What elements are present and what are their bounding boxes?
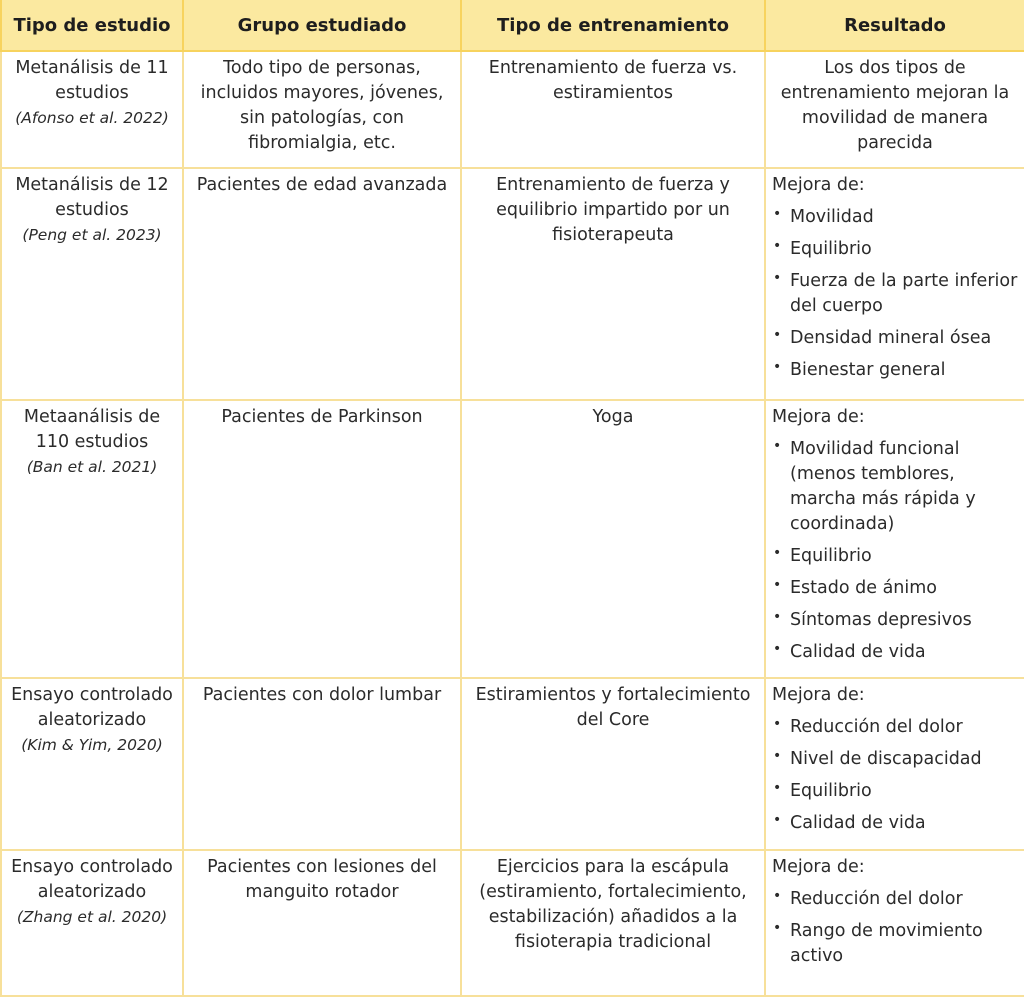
citation: (Peng et al. 2023) [22, 226, 162, 244]
cell-grupo: Pacientes de Parkinson [183, 400, 461, 678]
study-type: Ensayo controlado aleatorizado [11, 685, 173, 730]
cell-resultado [765, 400, 1024, 678]
cell-grupo: Pacientes con dolor lumbar [183, 678, 461, 850]
result-list [772, 437, 1020, 665]
cell-tipo-estudio [1, 678, 183, 850]
cell-entrenamiento: Ejercicios para la escápula (estiramiento, fortalecimiento, estabilización) añadidos a la fisioterapia tradicional [461, 850, 765, 996]
cell-entrenamiento: Entrenamiento de fuerza vs. estiramientos [461, 51, 765, 168]
table-row [1, 400, 1024, 678]
header-tipo-entrenamiento: Tipo de entrenamiento [461, 0, 765, 51]
result-intro: Mejora de: [772, 685, 865, 705]
study-type: Metanálisis de 11 estudios [15, 58, 169, 103]
list-item: • Rango de movimiento activo [772, 919, 1020, 969]
result-list [772, 205, 1020, 383]
list-item: • Reducción del dolor [772, 887, 1020, 912]
cell-tipo-estudio [1, 168, 183, 400]
cell-tipo-estudio [1, 850, 183, 996]
study-type: Metanálisis de 12 estudios [15, 175, 169, 220]
list-item: • Movilidad [772, 205, 1020, 230]
list-item: • Reducción del dolor [772, 715, 1020, 740]
list-item: • Equilibrio [772, 779, 1020, 804]
citation: (Afonso et al. 2022) [15, 109, 169, 127]
citation: (Kim & Yim, 2020) [21, 736, 163, 754]
list-item: • Densidad mineral ósea [772, 326, 1020, 351]
list-item: • Fuerza de la parte inferior del cuerpo [772, 269, 1020, 319]
citation: (Ban et al. 2021) [26, 458, 158, 476]
table-row [1, 678, 1024, 850]
cell-resultado [765, 850, 1024, 996]
cell-entrenamiento: Entrenamiento de fuerza y equilibrio impartido por un fisioterapeuta [461, 168, 765, 400]
cell-entrenamiento: Yoga [461, 400, 765, 678]
result-list [772, 715, 1020, 836]
table-row [1, 168, 1024, 400]
list-item: • Calidad de vida [772, 811, 1020, 836]
cell-entrenamiento: Estiramientos y fortalecimiento del Core [461, 678, 765, 850]
study-type: Metaanálisis de 110 estudios [23, 407, 161, 452]
cell-resultado [765, 678, 1024, 850]
study-type: Ensayo controlado aleatorizado [11, 857, 173, 902]
cell-grupo: Pacientes con lesiones del manguito rotador [183, 850, 461, 996]
header-grupo-estudiado: Grupo estudiado [183, 0, 461, 51]
list-item: • Movilidad funcional (menos temblores, marcha más rápida y coordinada) [772, 437, 1020, 537]
cell-tipo-estudio [1, 51, 183, 168]
list-item: • Calidad de vida [772, 640, 1020, 665]
table-row [1, 51, 1024, 168]
header-resultado: Resultado [765, 0, 1024, 51]
cell-resultado: Los dos tipos de entrenamiento mejoran la movilidad de manera parecida [765, 51, 1024, 168]
header-tipo-estudio: Tipo de estudio [1, 0, 183, 51]
cell-resultado [765, 168, 1024, 400]
list-item: • Equilibrio [772, 544, 1020, 569]
list-item: • Síntomas depresivos [772, 608, 1020, 633]
table-row [1, 850, 1024, 996]
table-header-row [1, 0, 1024, 51]
result-list [772, 887, 1020, 969]
cell-tipo-estudio [1, 400, 183, 678]
cell-grupo: Todo tipo de personas, incluidos mayores, jóvenes, sin patologías, con fibromialgia, etc. [183, 51, 461, 168]
result-intro: Mejora de: [772, 407, 865, 427]
cell-grupo: Pacientes de edad avanzada [183, 168, 461, 400]
citation: (Zhang et al. 2020) [16, 908, 168, 926]
list-item: • Bienestar general [772, 358, 1020, 383]
result-intro: Mejora de: [772, 857, 865, 877]
list-item: • Equilibrio [772, 237, 1020, 262]
list-item: • Estado de ánimo [772, 576, 1020, 601]
list-item: • Nivel de discapacidad [772, 747, 1020, 772]
result-intro: Mejora de: [772, 175, 865, 195]
